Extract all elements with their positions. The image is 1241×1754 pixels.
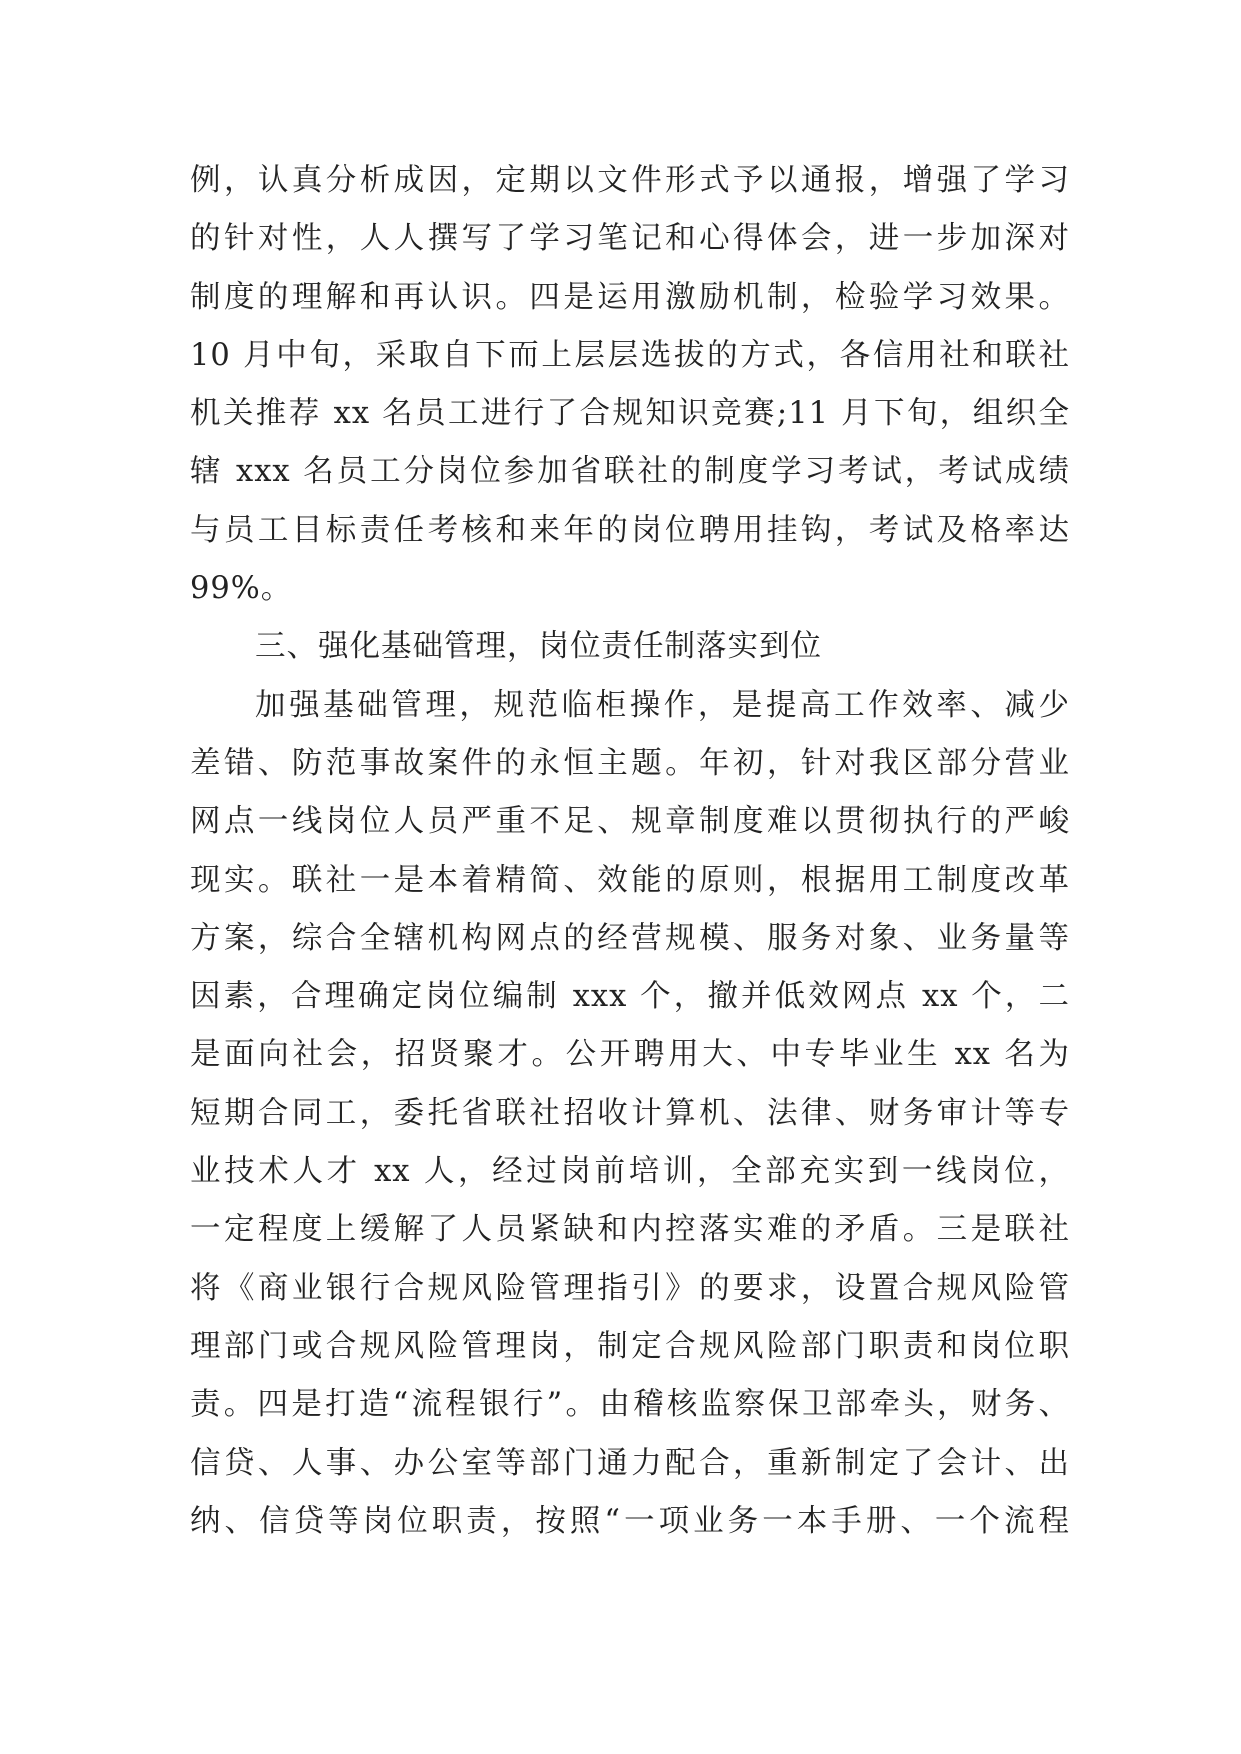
text-line: 加强基础管理，规范临柜操作，是提高工作效率、减少 [255,687,1070,723]
section-heading: 三、强化基础管理，岗位责任制落实到位 [255,629,822,665]
text-line: 10 月中旬，采取自下而上层层选拔的方式，各信用社和联社 [190,337,1070,373]
text-line: 方案，综合全辖机构网点的经营规模、服务对象、业务量等 [190,920,1070,956]
text-line: 理部门或合规风险管理岗，制定合规风险部门职责和岗位职 [190,1328,1070,1364]
text-line: 是面向社会，招贤聚才。公开聘用大、中专毕业生 xx 名为 [190,1037,1070,1073]
text-line: 责。四是打造“流程银行”。由稽核监察保卫部牵头，财务、 [190,1387,1070,1423]
text-line: 制度的理解和再认识。四是运用激励机制，检验学习效果。 [190,279,1070,315]
text-line: 差错、防范事故案件的永恒主题。年初，针对我区部分营业 [190,745,1070,781]
text-line: 机关推荐 xx 名员工进行了合规知识竞赛;11 月下旬，组织全 [190,396,1070,432]
text-line: 99%。 [190,571,293,607]
text-line: 纳、信贷等岗位职责，按照“一项业务一本手册、一个流程 [190,1503,1070,1539]
text-line: 一定程度上缓解了人员紧缺和内控落实难的矛盾。三是联社 [190,1212,1070,1248]
text-line: 因素，合理确定岗位编制 xxx 个，撤并低效网点 xx 个，二 [190,979,1070,1015]
text-line: 与员工目标责任考核和来年的岗位聘用挂钩，考试及格率达 [190,512,1070,548]
text-line: 现实。联社一是本着精简、效能的原则，根据用工制度改革 [190,862,1070,898]
text-line: 例，认真分析成因，定期以文件形式予以通报，增强了学习 [190,163,1070,198]
text-line: 将《商业银行合规风险管理指引》的要求，设置合规风险管 [190,1270,1070,1306]
text-line: 辖 xxx 名员工分岗位参加省联社的制度学习考试，考试成绩 [190,454,1070,490]
body-text [190,152,1070,1551]
text-line: 业技术人才 xx 人，经过岗前培训，全部充实到一线岗位， [190,1154,1070,1190]
text-line: 网点一线岗位人员严重不足、规章制度难以贯彻执行的严峻 [190,804,1070,840]
text-line: 短期合同工，委托省联社招收计算机、法律、财务审计等专 [190,1095,1070,1131]
text-line: 的针对性，人人撰写了学习笔记和心得体会，进一步加深对 [190,221,1070,257]
text-line: 信贷、人事、办公室等部门通力配合，重新制定了会计、出 [190,1445,1070,1481]
